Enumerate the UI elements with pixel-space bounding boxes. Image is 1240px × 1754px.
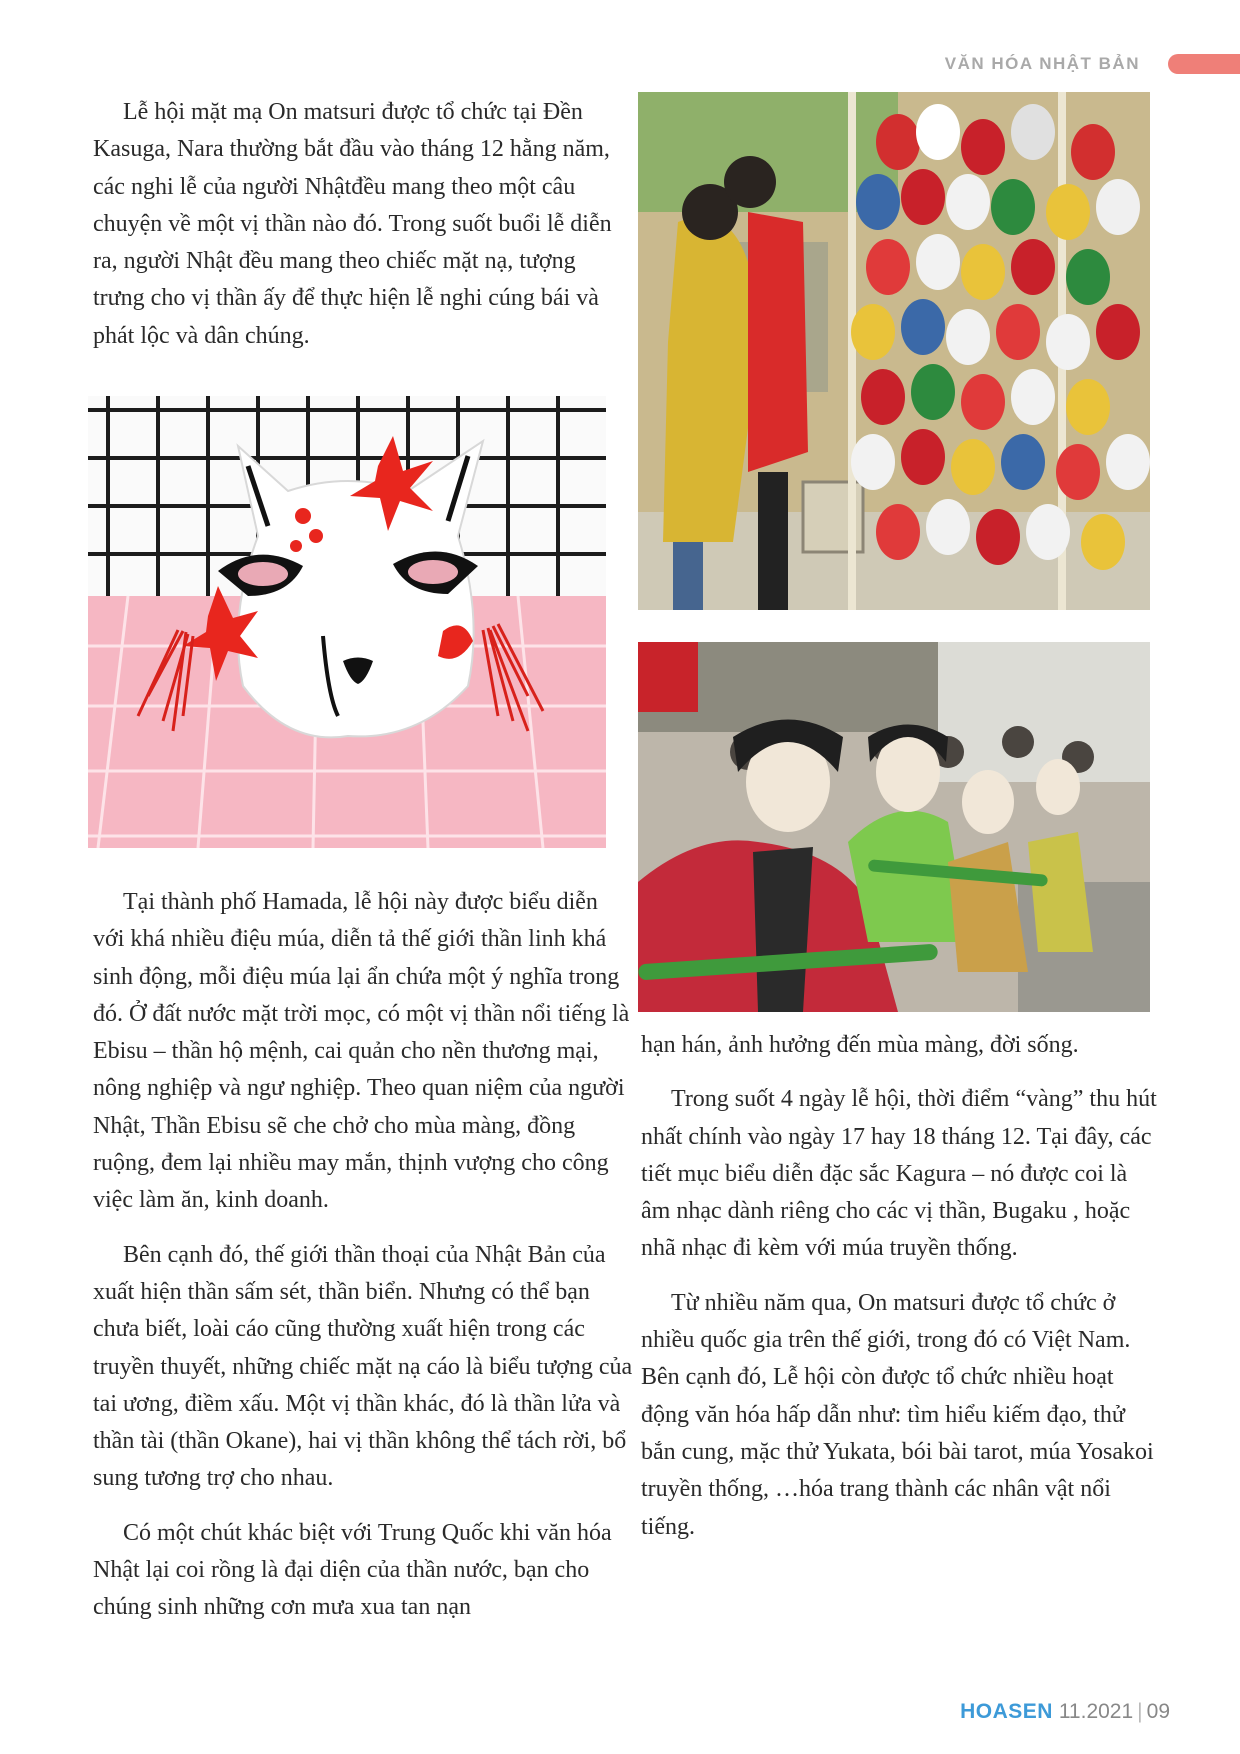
paragraph-continuation: hạn hán, ảnh hưởng đến mùa màng, đời sống.	[641, 1032, 1079, 1058]
mask-stall-photo	[638, 92, 1150, 610]
header-accent-tab	[1168, 54, 1240, 74]
paragraph: Lễ hội mặt mạ On matsuri được tổ chức tại Đền Kasuga, Nara thường bắt đầu vào tháng 12 hằng năm, các nghi lễ của người Nhậtđều mang theo một câu chuyện về một vị thần nào đó. Trong suốt buổi lễ diễn ra, người Nhật đều mang theo chiếc mặt nạ, tượng trưng cho vị thần ấy để thực hiện lễ nghi cúng bái và phát lộc và dân chúng.	[93, 99, 612, 349]
section-header: VĂN HÓA NHẬT BẢN	[944, 54, 1140, 73]
left-column-bottom	[93, 884, 633, 1627]
right-column	[641, 1027, 1161, 1546]
procession-photo	[638, 642, 1150, 1012]
footer-divider: |	[1137, 1700, 1143, 1723]
page-number: 09	[1146, 1700, 1170, 1723]
issue-date: 11.2021	[1058, 1700, 1134, 1723]
paragraph: Có một chút khác biệt với Trung Quốc khi văn hóa Nhật lại coi rồng là đại diện của thần nước, bạn cho chúng sinh những cơn mưa xua tan nạn	[93, 1519, 612, 1621]
magazine-brand: HOASEN	[960, 1700, 1053, 1723]
fox-mask-photo	[88, 396, 606, 848]
paragraph: Trong suốt 4 ngày lễ hội, thời điểm “vàng” thu hút nhất chính vào ngày 17 hay 18 tháng 12. Tại đây, các tiết mục biểu diễn đặc sắc Kagura – nó được coi là âm nhạc dành riêng cho các vị thần, Bugaku , hoặc nhã nhạc đi kèm với múa truyền thống.	[641, 1086, 1157, 1262]
paragraph: Tại thành phố Hamada, lễ hội này được biểu diễn với khá nhiều điệu múa, diễn tả thế giới thần linh khá sinh động, mỗi điệu múa lại ẩn chứa một ý nghĩa trong đó. Ở đất nước mặt trời mọc, có một vị thần nổi tiếng là Ebisu – thần hộ mệnh, cai quản cho nền thương mại, nông nghiệp và ngư nghiệp. Theo quan niệm của người Nhật, Thần Ebisu sẽ che chở cho mùa màng, đồng ruộng, đem lại nhiều may mắn, thịnh vượng cho công việc làm ăn, kinh doanh.	[93, 889, 630, 1214]
paragraph: Từ nhiều năm qua, On matsuri được tổ chức ở nhiều quốc gia trên thế giới, trong đó có Việt Nam. Bên cạnh đó, Lễ hội còn được tổ chức nhiều hoạt động văn hóa hấp dẫn như: tìm hiểu kiếm đạo, thử bắn cung, mặc thử Yukata, bói bài tarot, múa Yosakoi truyền thống, …hóa trang thành các nhân vật nổi tiếng.	[641, 1289, 1154, 1540]
left-column-top	[93, 94, 633, 355]
page-footer	[960, 1700, 1170, 1724]
paragraph: Bên cạnh đó, thế giới thần thoại của Nhật Bản của xuất hiện thần sấm sét, thần biển. Nhưng có thể bạn chưa biết, loài cáo cũng thường xuất hiện trong các truyền thuyết, những chiếc mặt nạ cáo là biểu tượng của tai ương, điềm xấu. Một vị thần khác, đó là thần lửa và thần tài (thần Okane), hai vị thần không thể tách rời, bổ sung tương trợ cho nhau.	[93, 1241, 633, 1492]
